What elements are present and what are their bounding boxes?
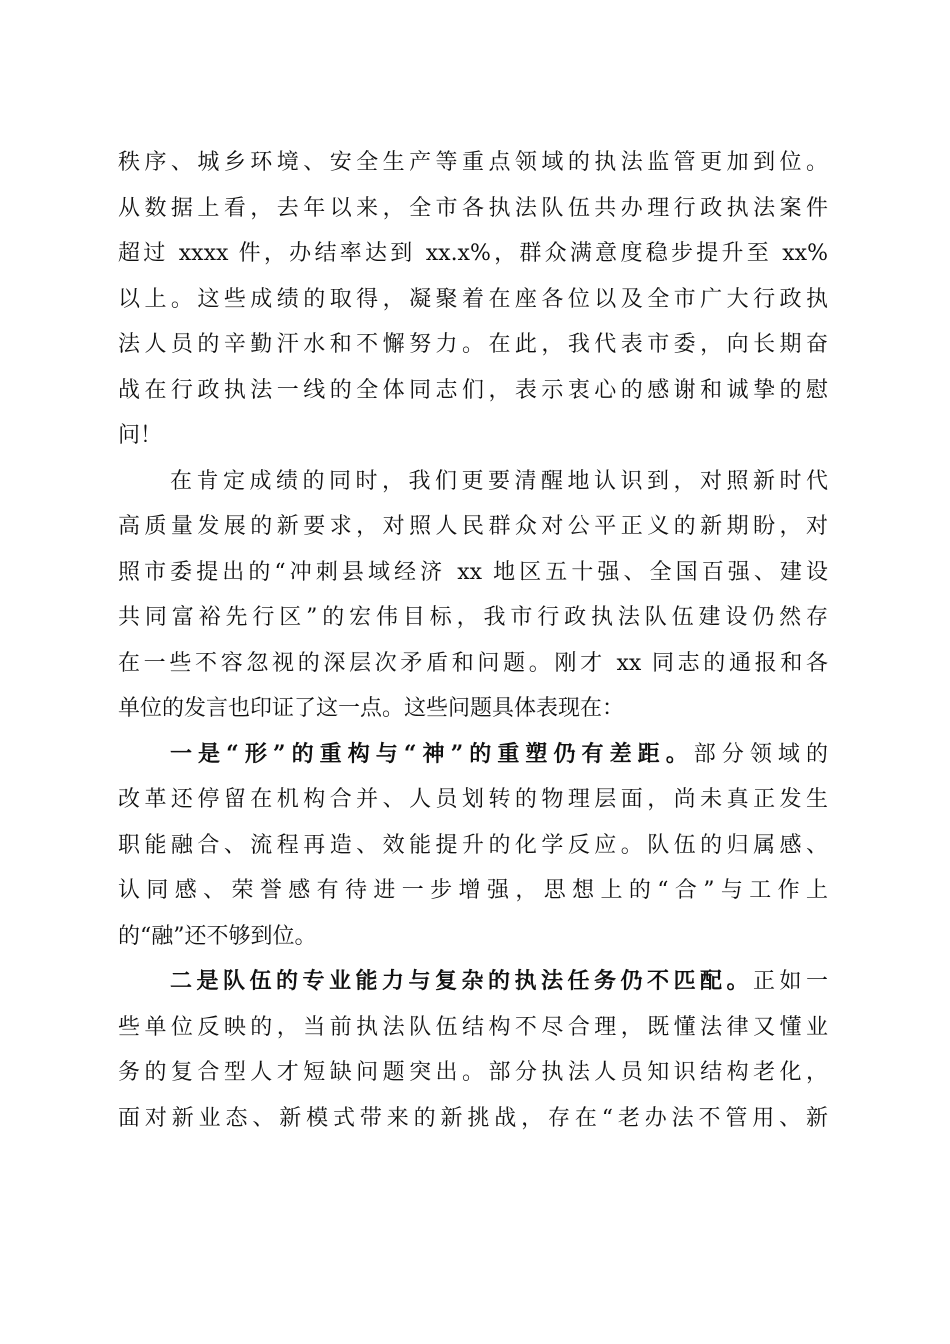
text-line: 的“融”还不够到位。 bbox=[118, 923, 317, 949]
text-run: 正如一 bbox=[752, 969, 828, 994]
text-line: 职能融合、流程再造、效能提升的化学反应。队伍的归属感、 bbox=[118, 832, 828, 858]
text-line: 些单位反映的，当前执法队伍结构不尽合理，既懂法律又懂业 bbox=[118, 1014, 828, 1040]
text-line: 改革还停留在机构合并、人员划转的物理层面，尚未真正发生 bbox=[118, 787, 828, 812]
text-line: 秩序、城乡环境、安全生产等重点领域的执法监管更加到位。 bbox=[118, 150, 828, 175]
text-line: 在肯定成绩的同时，我们更要清醒地认识到，对照新时代 bbox=[170, 468, 828, 494]
point-one-heading: 一是“形”的重构与“神”的重塑仍有差距。 bbox=[170, 740, 694, 767]
text-line bbox=[118, 732, 828, 778]
text-line bbox=[118, 959, 828, 1005]
text-line: 照市委提出的“冲刺县域经济 xx 地区五十强、全国百强、建设 bbox=[118, 559, 828, 585]
document-body bbox=[118, 140, 828, 1141]
text-line: 在一些不容忽视的深层次矛盾和问题。刚才 xx 同志的通报和各 bbox=[118, 650, 828, 676]
text-line: 务的复合型人才短缺问题突出。部分执法人员知识结构老化， bbox=[118, 1060, 828, 1085]
text-line: 从数据上看，去年以来，全市各执法队伍共办理行政执法案件 bbox=[118, 195, 828, 221]
text-run: 部分领域的 bbox=[693, 741, 828, 767]
text-line: 面对新业态、新模式带来的新挑战，存在“老办法不管用、新 bbox=[118, 1105, 828, 1131]
text-line: 问！ bbox=[118, 423, 163, 448]
text-line: 单位的发言也印证了这一点。这些问题具体表现在： bbox=[118, 696, 625, 721]
text-line: 以上。这些成绩的取得，凝聚着在座各位以及全市广大行政执 bbox=[118, 286, 828, 312]
text-line: 共同富裕先行区”的宏伟目标，我市行政执法队伍建设仍然存 bbox=[118, 605, 828, 630]
text-line: 超过 xxxx 件，办结率达到 xx.x%，群众满意度稳步提升至 xx% bbox=[118, 241, 828, 266]
text-line: 认同感、荣誉感有待进一步增强，思想上的“合”与工作上 bbox=[118, 878, 828, 903]
text-line: 战在行政执法一线的全体同志们，表示衷心的感谢和诚挚的慰 bbox=[118, 377, 828, 403]
text-line: 高质量发展的新要求，对照人民群众对公平正义的新期盼，对 bbox=[118, 514, 828, 539]
point-two-heading: 二是队伍的专业能力与复杂的执法任务仍不匹配。 bbox=[170, 968, 753, 994]
text-line: 法人员的辛勤汗水和不懈努力。在此，我代表市委，向长期奋 bbox=[118, 332, 828, 357]
